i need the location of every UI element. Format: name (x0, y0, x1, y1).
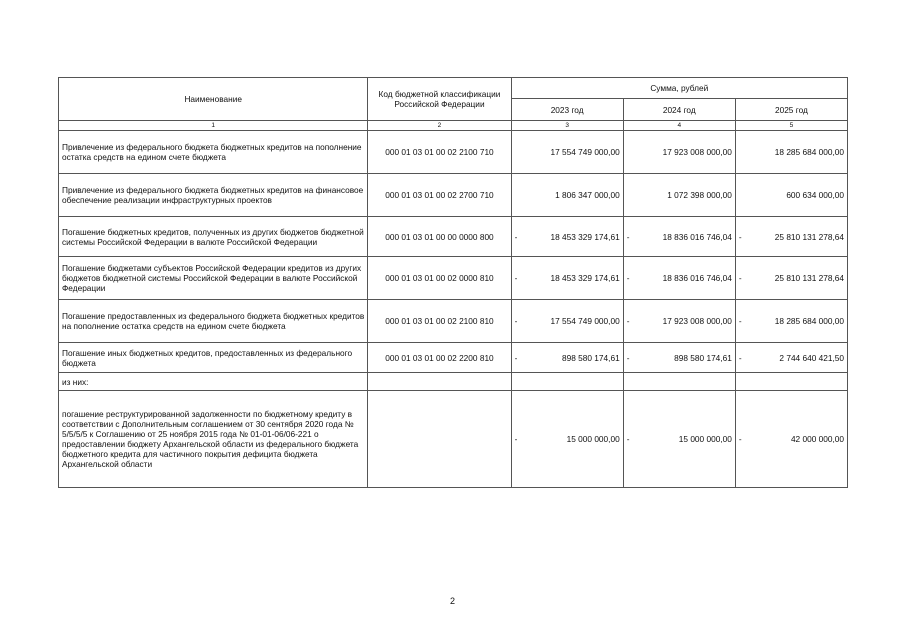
negative-dash: - (738, 352, 742, 363)
table-row (59, 131, 848, 174)
negative-dash: - (738, 434, 742, 444)
page-number: 2 (449, 596, 455, 606)
row-name: из них: (59, 373, 368, 391)
row-value-2025: 18 285 684 000,00 (735, 131, 847, 174)
row-name: Погашение бюджетами субъектов Российской Федерации кредитов из других бюджетов бюджетной системы Российской Федерации в валюте Российской Федерации (59, 257, 368, 300)
negative-dash: - (626, 316, 630, 326)
negative-dash: - (626, 434, 630, 444)
row-value-2023 (511, 373, 623, 391)
row-code: 000 01 03 01 00 02 2100 810 (368, 300, 511, 343)
negative-dash: - (514, 316, 518, 326)
budget-table (58, 77, 848, 488)
table-row (59, 174, 848, 217)
row-name: Погашение бюджетных кредитов, полученных из других бюджетов бюджетной системы Российской Федерации в валюте Российской Федерации (59, 217, 368, 257)
column-index: 4 (623, 121, 735, 131)
row-value-2025: - 18 285 684 000,00 (735, 300, 847, 343)
negative-dash: - (626, 231, 630, 242)
row-code: 000 01 03 01 00 02 2100 710 (368, 131, 511, 174)
table-row (59, 300, 848, 343)
column-index: 3 (511, 121, 623, 131)
header-row-top (59, 78, 848, 99)
column-index: 5 (735, 121, 847, 131)
column-index: 1 (59, 121, 368, 131)
row-value-2023: - 898 580 174,61 (511, 343, 623, 373)
row-code: 000 01 03 01 00 02 2700 710 (368, 174, 511, 217)
row-name: Привлечение из федерального бюджета бюджетных кредитов на финансовое обеспечение реализации инфраструктурных проектов (59, 174, 368, 217)
header-year-2023: 2023 год (511, 99, 623, 121)
row-value-2025: 600 634 000,00 (735, 174, 847, 217)
negative-dash: - (514, 434, 518, 444)
table-row (59, 257, 848, 300)
negative-dash: - (738, 231, 742, 242)
negative-dash: - (514, 352, 518, 363)
row-value-2024 (623, 373, 735, 391)
row-code (368, 373, 511, 391)
header-sum: Сумма, рублей (511, 78, 847, 99)
negative-dash: - (514, 273, 518, 283)
row-value-2023: 1 806 347 000,00 (511, 174, 623, 217)
negative-dash: - (738, 273, 742, 283)
row-value-2024: - 15 000 000,00 (623, 391, 735, 488)
negative-dash: - (738, 316, 742, 326)
row-value-2023: 17 554 749 000,00 (511, 131, 623, 174)
negative-dash: - (626, 273, 630, 283)
row-value-2025: - 25 810 131 278,64 (735, 257, 847, 300)
row-code: 000 01 03 01 00 02 0000 810 (368, 257, 511, 300)
negative-dash: - (626, 352, 630, 363)
row-code: 000 01 03 01 00 00 0000 800 (368, 217, 511, 257)
row-value-2024: 1 072 398 000,00 (623, 174, 735, 217)
row-code: 000 01 03 01 00 02 2200 810 (368, 343, 511, 373)
header-name: Наименование (59, 78, 368, 121)
header-code: Код бюджетной классификации Российской Федерации (368, 78, 511, 121)
header-year-2025: 2025 год (735, 99, 847, 121)
row-value-2023: - 18 453 329 174,61 (511, 257, 623, 300)
row-name: Погашение иных бюджетных кредитов, предоставленных из федерального бюджета (59, 343, 368, 373)
row-value-2024: - 18 836 016 746,04 (623, 257, 735, 300)
row-value-2025: - 42 000 000,00 (735, 391, 847, 488)
row-value-2024: - 898 580 174,61 (623, 343, 735, 373)
row-name: Привлечение из федерального бюджета бюджетных кредитов на пополнение остатка средств на едином счете бюджета (59, 131, 368, 174)
column-index: 2 (368, 121, 511, 131)
row-value-2024: - 18 836 016 746,04 (623, 217, 735, 257)
row-value-2025 (735, 373, 847, 391)
table-row (59, 391, 848, 488)
table-row (59, 343, 848, 373)
table-row (59, 373, 848, 391)
row-value-2024: - 17 923 008 000,00 (623, 300, 735, 343)
row-value-2023: - 15 000 000,00 (511, 391, 623, 488)
row-value-2025: - 25 810 131 278,64 (735, 217, 847, 257)
negative-dash: - (514, 231, 518, 242)
table-row (59, 217, 848, 257)
header-year-2024: 2024 год (623, 99, 735, 121)
row-name: погашение реструктурированной задолженности по бюджетному кредиту в соответствии с Дополнительным соглашением от 30 сентября 2020 года № 5/5/5/5 к Соглашению от 25 ноября 2015 года № 01-01-06/06-221 о предоставлении бюджету Архангельской области из федерального бюджета бюджетного кредита для частичного покрытия дефицита бюджета Архангельской области (59, 391, 368, 488)
row-value-2024: 17 923 008 000,00 (623, 131, 735, 174)
row-value-2023: - 17 554 749 000,00 (511, 300, 623, 343)
header-row-index (59, 121, 848, 131)
row-value-2025: - 2 744 640 421,50 (735, 343, 847, 373)
row-value-2023: - 18 453 329 174,61 (511, 217, 623, 257)
row-name: Погашение предоставленных из федерального бюджета бюджетных кредитов на пополнение остатка средств на едином счете бюджета (59, 300, 368, 343)
row-code (368, 391, 511, 488)
